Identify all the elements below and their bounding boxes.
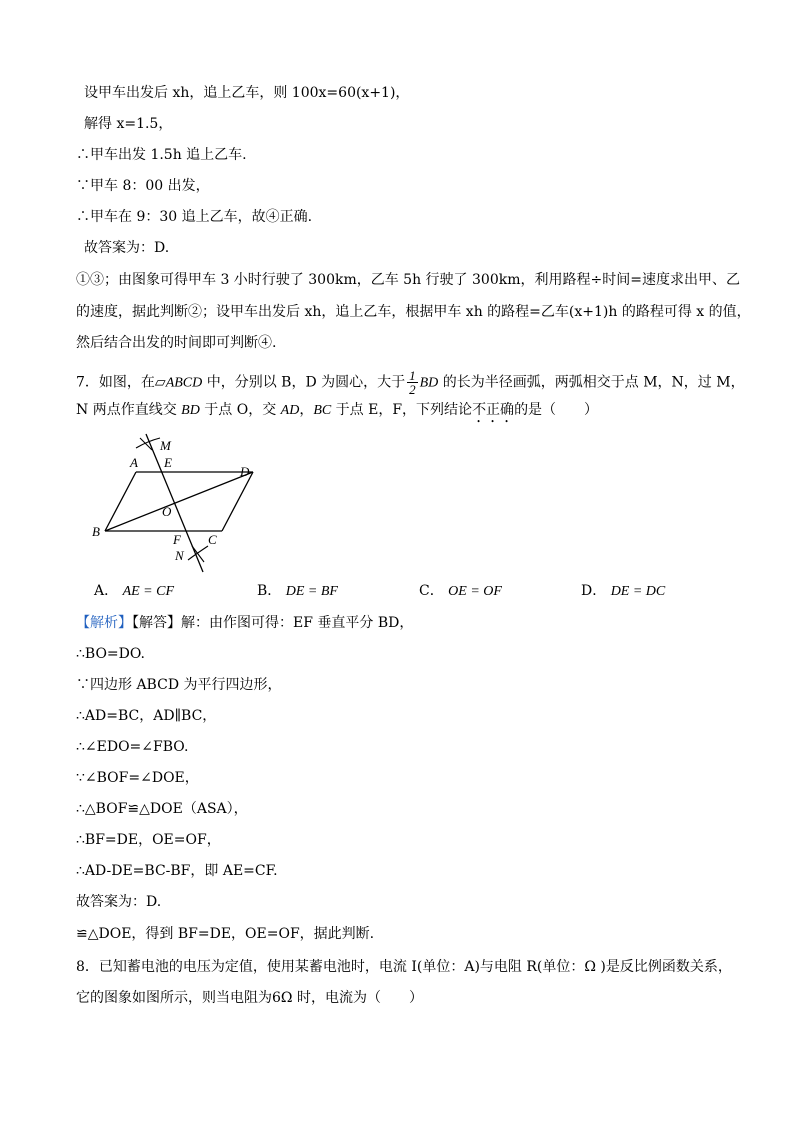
solution-step: 故答案为：D. xyxy=(76,894,162,910)
q7-text: 的长为半径画弧，两弧相交于点 M，N，过 M， xyxy=(438,374,745,391)
text-line: 故答案为：D. xyxy=(84,240,170,256)
option-c: C． OE = OF xyxy=(419,583,502,599)
text-line: 设甲车出发后 xh，追上乙车，则 100x=60(x+1)， xyxy=(84,85,410,101)
q7-segment-bc: BC xyxy=(313,403,332,418)
solution-step: ∵四边形 ABCD 为平行四边形， xyxy=(76,677,282,693)
text-line: ∴甲车在 9：30 追上乙车，故④正确. xyxy=(76,209,313,225)
solution-step: ∴AD=BC，AD∥BC， xyxy=(76,708,217,724)
solution-step: ∴BO=DO. xyxy=(76,646,145,662)
text-line: ∵甲车 8：00 出发， xyxy=(76,178,210,194)
parallelogram-figure xyxy=(88,432,268,582)
q7-text: N 两点作直线交 xyxy=(76,402,182,418)
text-line: 解得 x=1.5， xyxy=(84,116,173,132)
q7-emphasis: 不正确 xyxy=(472,402,515,418)
arc-n xyxy=(188,546,208,560)
solution-step: ∴∠EDO=∠FBO. xyxy=(76,739,189,755)
label-c: C xyxy=(208,532,217,547)
q7-text: ， xyxy=(299,402,314,418)
question-7-line-2 xyxy=(76,401,598,426)
analysis-tag: 【解析】 xyxy=(76,615,132,631)
question-7-line-1 xyxy=(76,369,745,396)
side-dc xyxy=(222,472,253,531)
question-8-line-2: 它的图象如图所示，则当电阻为6Ω 时，电流为（ ） xyxy=(76,990,423,1006)
side-ab xyxy=(105,472,136,531)
text-line: 的速度，据此判断②；设甲车出发后 xh，追上乙车，根据甲车 xh 的路程=乙车(x+1)h 的路程可得 x 的值， xyxy=(76,304,751,320)
solution-step: ∴BF=DE，OE=OF， xyxy=(76,832,221,848)
text-line: ∴甲车出发 1.5h 追上乙车. xyxy=(76,147,247,163)
q7-segment-bd: BD xyxy=(419,375,439,391)
option-d: D． DE = DC xyxy=(581,583,666,599)
solution-step: ∵∠BOF=∠DOE， xyxy=(76,770,199,786)
text-line: 然后结合出发的时间即可判断④. xyxy=(76,335,277,351)
option-b: B． DE = BF xyxy=(257,583,338,599)
diagonal-bd xyxy=(105,472,253,531)
q7-text: 于点 E，F，下列结论 xyxy=(331,402,473,418)
label-o: O xyxy=(162,504,172,519)
option-a: A． AE = CF xyxy=(94,583,175,599)
q7-segment-bd: BD xyxy=(181,403,200,418)
label-n: N xyxy=(175,548,184,563)
q7-text: 于点 O，交 xyxy=(199,402,281,418)
solution-step: ∴AD-DE=BC-BF，即 AE=CF. xyxy=(76,863,278,879)
label-f: F xyxy=(173,532,181,547)
q7-text: 的是（ ） xyxy=(514,402,599,418)
solution-text: 【解答】解：由作图可得：EF 垂直平分 BD， xyxy=(132,615,414,631)
q7-parallelogram: ▱ABCD xyxy=(154,375,203,391)
question-8-line-1: 8．已知蓄电池的电压为定值，使用某蓄电池时，电流 I(单位：A)与电阻 R(单位：Ω )是反比例函数关系， xyxy=(76,959,732,975)
fraction-half: $\frac{1}{2}$ xyxy=(409,368,416,397)
solution-step: ≌△DOE，得到 BF=DE，OE=OF，据此判断. xyxy=(76,926,375,942)
q7-text: 中，分别以 B，D 为圆心，大于 xyxy=(202,374,406,391)
label-e: E xyxy=(164,455,172,470)
label-a: A xyxy=(130,455,138,470)
label-b: B xyxy=(92,524,100,539)
label-m: M xyxy=(160,438,171,453)
solution-step: ∴△BOF≌△DOE（ASA）， xyxy=(76,801,248,817)
q7-segment-ad: AD xyxy=(280,403,300,418)
q7-prefix: 7．如图，在 xyxy=(76,374,155,391)
label-d: D xyxy=(240,464,250,479)
text-line: ①③；由图象可得甲车 3 小时行驶了 300km，乙车 5h 行驶了 300km，利用路程÷时间=速度求出甲、乙 xyxy=(76,272,740,288)
solution-head xyxy=(76,614,413,632)
